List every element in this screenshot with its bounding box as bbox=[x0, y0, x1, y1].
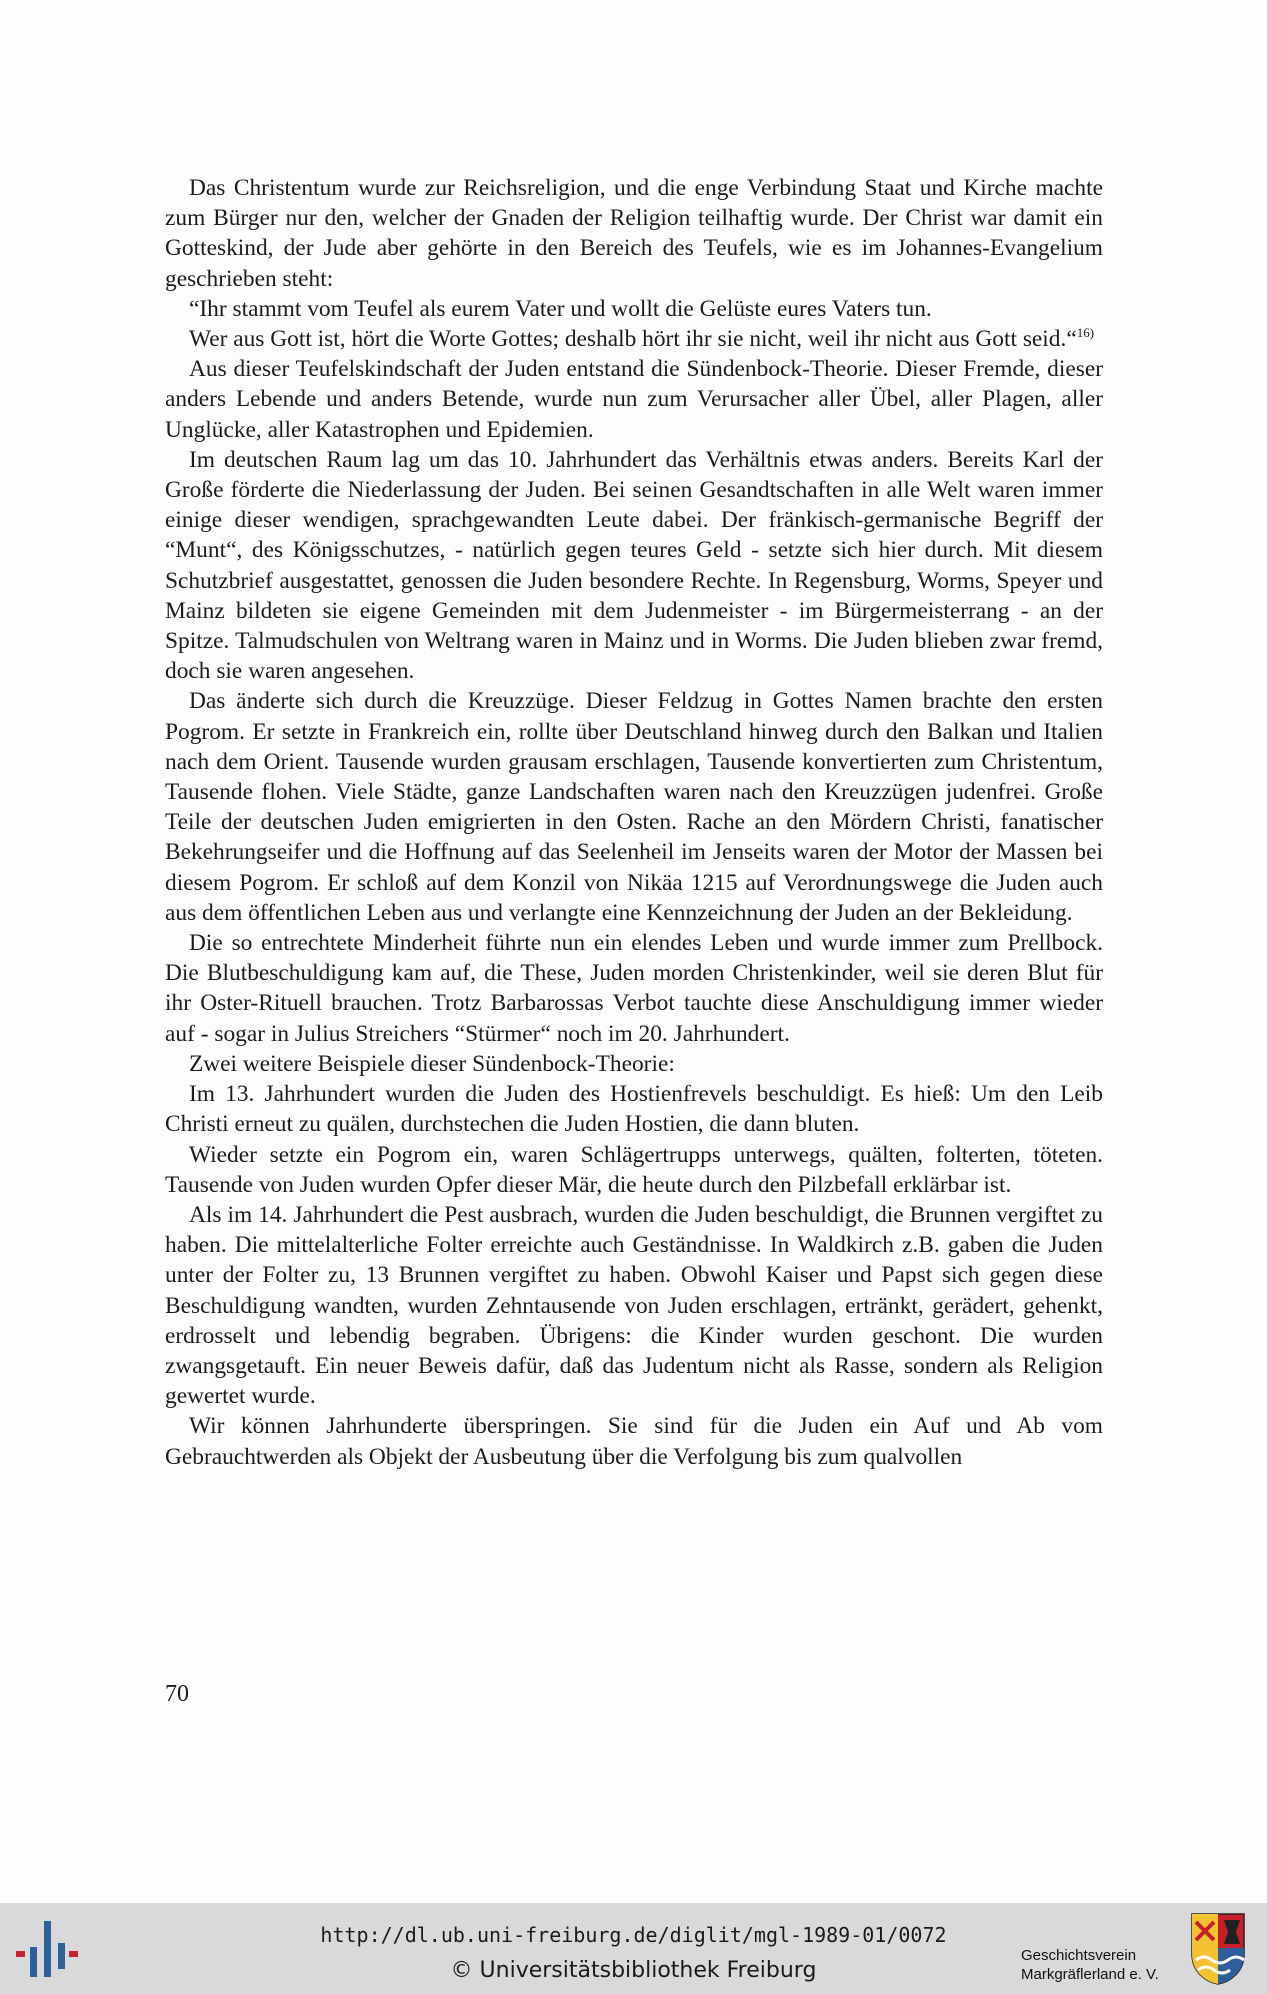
paragraph-quote bbox=[165, 324, 1103, 354]
paragraph: Wieder setzte ein Pogrom ein, waren Schlägertrupps unterwegs, quälten, folterten, töteten. Tausende von Juden wurden Opfer dieser Mär, die heute durch den Pilzbefall erklärbar ist. bbox=[165, 1141, 1103, 1198]
society-name-line1: Geschichtsverein bbox=[1021, 1947, 1137, 1964]
society-name-line2: Markgräflerland e. V. bbox=[1021, 1966, 1159, 1983]
body-text bbox=[165, 173, 1103, 1472]
society-name bbox=[1021, 1946, 1191, 1984]
paragraph: Die so entrechtete Minderheit führte nun ein elendes Leben und wurde immer zum Prellbock. Die Blutbeschuldigung kam auf, die These, Juden morden Christenkinder, weil sie deren Blut für ihr Oster-Rituell brauchen. Trotz Barbarossas Verbot tauchte diese Anschuldigung immer wieder auf - sogar in Julius Streichers “Stürmer“ noch im 20. Jahrhundert. bbox=[165, 930, 1103, 1047]
paragraph: Als im 14. Jahrhundert die Pest ausbrach, wurden die Juden beschuldigt, die Brunnen vergiftet zu haben. Die mittelalterliche Folter erreichte auch Geständnisse. In Waldkirch z.B. gaben die Juden unter der Folter zu, 13 Brunnen vergiftet zu haben. Obwohl Kaiser und Papst sich gegen diese Beschuldigung wandten, wurden Zehntausende von Juden erschlagen, ertränkt, gerädert, gehenkt, erdrosselt und lebendig begraben. Übrigens: die Kinder wurden geschont. Die wurden zwangsgetauft. Ein neuer Beweis dafür, daß das Judentum nicht als Rasse, sondern als Religion gewertet wurde. bbox=[165, 1201, 1103, 1410]
paragraph: Aus dieser Teufelskindschaft der Juden entstand die Sündenbock-Theorie. Dieser Fremde, dieser anders Lebende und anders Betende, wurde nun zum Verursacher aller Übel, aller Plagen, aller Unglücke, aller Katastrophen und Epidemien. bbox=[165, 356, 1103, 443]
paragraph: Das änderte sich durch die Kreuzzüge. Dieser Feldzug in Gottes Namen brachte den ersten Pogrom. Er setzte in Frankreich ein, rollte über Deutschland hinweg durch den Balkan und Italien nach dem Orient. Tausende wurden grausam erschlagen, Tausende konvertierten zum Christentum, Tausende flohen. Viele Städte, ganze Landschaften waren nach den Kreuzzügen judenfrei. Große Teile der deutschen Juden emigrierten in den Osten. Rache an den Mördern Christi, fanatischer Bekehrungseifer und die Hoffnung auf das Seelenheil im Jenseits waren der Motor der Massen bei diesem Pogrom. Er schloß auf dem Konzil von Nikäa 1215 auf Verordnungswege die Juden auch aus dem öffentlichen Leben aus und verlangte eine Kennzeichnung der Juden an der Bekleidung. bbox=[165, 688, 1103, 926]
footnote-marker: 16) bbox=[1076, 325, 1095, 341]
paragraph-quote: “Ihr stammt vom Teufel als eurem Vater und wollt die Gelüste eures Vaters tun. bbox=[189, 295, 932, 322]
permalink-url[interactable]: http://dl.ub.uni-freiburg.de/diglit/mgl-1989-01/0072 bbox=[320, 1923, 947, 1947]
coat-of-arms-icon[interactable] bbox=[1190, 1912, 1246, 1986]
quote-text: Wer aus Gott ist, hört die Worte Gottes; deshalb hört ihr sie nicht, weil ihr nicht aus Gott seid.“ bbox=[189, 326, 1077, 353]
paragraph: Im deutschen Raum lag um das 10. Jahrhundert das Verhältnis etwas anders. Bereits Karl der Große förderte die Niederlassung der Juden. Bei seinen Gesandtschaften in alle Welt waren immer einige dieser wendigen, sprachgewandten Leute dabei. Der fränkisch-germanische Begriff der “Munt“, des Königsschutzes, - natürlich gegen teures Geld - setzte sich hier durch. Mit diesem Schutzbrief ausgestattet, genossen die Juden besondere Rechte. In Regensburg, Worms, Speyer und Mainz bildeten sie eigene Gemeinden mit dem Judenmeister - im Bürgermeisterrang - an der Spitze. Talmudschulen von Weltrang waren in Mainz und in Worms. Die Juden blieben zwar fremd, doch sie waren angesehen. bbox=[165, 446, 1103, 685]
page-number: 70 bbox=[165, 1681, 189, 1707]
paragraph: Im 13. Jahrhundert wurden die Juden des Hostienfrevels beschuldigt. Es hieß: Um den Leib Christi erneut zu quälen, durchstechen die Juden Hostien, die dann bluten. bbox=[165, 1081, 1103, 1138]
paragraph: Das Christentum wurde zur Reichsreligion, und die enge Verbindung Staat und Kirche machte zum Bürger nur den, welcher der Gnaden der Religion teilhaftig wurde. Der Christ war damit ein Gotteskind, der Jude aber gehörte in den Bereich des Teufels, wie es im Johannes-Evangelium geschrieben steht: bbox=[165, 175, 1103, 292]
paragraph: Zwei weitere Beispiele dieser Sündenbock-Theorie: bbox=[189, 1050, 675, 1077]
copyright-credit: © Universitätsbibliothek Freiburg bbox=[450, 1958, 817, 1983]
paragraph: Wir können Jahrhunderte überspringen. Sie sind für die Juden ein Auf und Ab vom Gebrauchtwerden als Objekt der Ausbeutung über die Verfolgung bis zum qualvollen bbox=[165, 1413, 1103, 1470]
